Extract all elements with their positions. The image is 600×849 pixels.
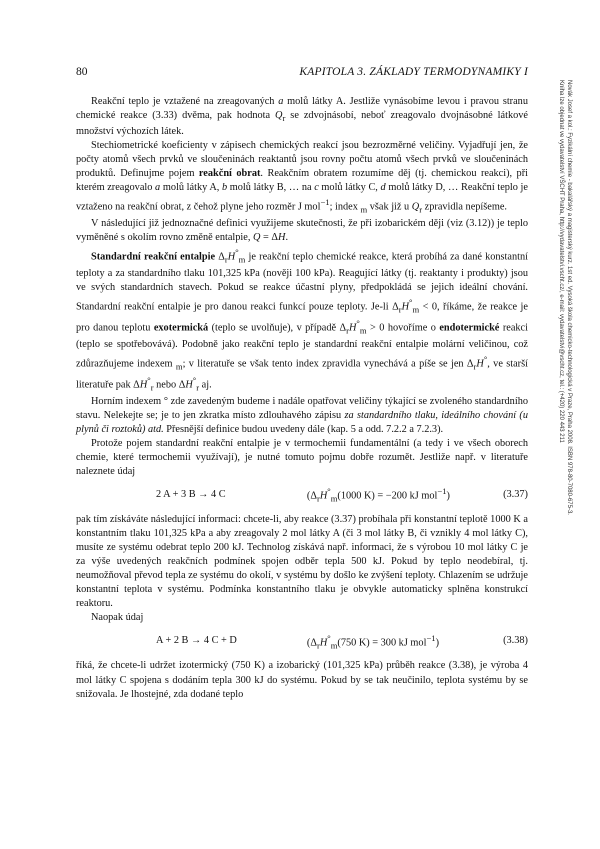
term-reaction-turnover: reakční obrat bbox=[198, 168, 261, 180]
term-endothermic: endotermické bbox=[439, 322, 500, 334]
side-citation-line1: Novák Josef a kol.: Fyzikální chemie - bakalářský a magisterský kurz. 1st ed. Vysoká škola chemicko-technologická v Praze, Praha 2008. ISBN 978-80-7080-675-3. bbox=[566, 80, 572, 515]
side-citation bbox=[551, 80, 573, 680]
equation-enthalpy: ($\Delta_rH^\circ_m(1000$ K) = −200 kJ mol$^{-1}$) bbox=[306, 486, 450, 504]
page-header bbox=[76, 66, 528, 80]
term-exothermic: exotermická bbox=[153, 322, 209, 334]
side-citation-line2: Kniha lze objednat ve vydavatelství VŠCHT Praha, http://vydavatelstvi.vscht.cz/, e-mail: vydavatelstvi@vscht.cz, tel.: (+420) 220 443 211 bbox=[557, 80, 564, 443]
paragraph-endothermic-example: říká, že chcete-li udržet izotermický (750 K) a izobarický (101,325 kPa) průběh reakce (3.38), je výroba 4 mol látky C spojena s dodáním tepla 300 kJ do systému. Pokud by se tak neučinilo, teplota systému by se snižovala. Je lhostejné, zda dodané teplo bbox=[76, 660, 528, 700]
term-standard-reaction-enthalpy: Standardní reakční entalpie bbox=[91, 251, 216, 263]
equation-3-37 bbox=[76, 488, 528, 502]
page-number: 80 bbox=[76, 66, 88, 78]
paragraph-fundamental: Protože pojem standardní reakční entalpie je v termochemii fundamentální (a tedy i ve všech oborech chemie, které termochemii využívají), je nutné tomuto pojmu dobře rozumět. Jestliže např. v literatuře naleznete údaj bbox=[76, 437, 528, 477]
paragraph-conversely: Naopak údaj bbox=[91, 612, 144, 624]
equation-3-38 bbox=[76, 632, 528, 651]
paragraph-standard-state: Horním indexem ° zde zavedeným budeme i nadále opatřovat veličiny týkající se zvoleného standardního stavu. Nelekejte se; je to jen zkratka místo zdlouhavého zápisu za standardního tlaku, ideálního chování (u plynů či roztoků) atd. Přesnější definice budou uvedeny dále (kap. 5 a odd. 7.2.2 a 7.2.3). bbox=[76, 395, 528, 435]
equation-number: (3.38) bbox=[503, 635, 528, 647]
paragraph-stoichiometry: Stechiometrické koeficienty v zápisech chemických reakcí jsou bezrozměrné veličiny. Vyjadřují jen, že počty atomů všech prvků ve sloučeninách reaktantů jsou rovny počtu atomů všech prvků ve sloučeninách produktů. Definujme pojem reakční obrat. Reakčním obratem rozumíme děj (tj. chemickou reakci), při kterém zreagovalo a molů látky A, b molů látky B, … na c molů látky C, d molů látky D, … Reakční teplo je vztaženo na reakční obrat, z čehož plyne jeho rozměr J mol$^{-1}$; index $_m$ však již u $Q_r$ zpravidla nepíšeme. bbox=[76, 140, 528, 215]
paragraph-standard-enthalpy: Standardní reakční entalpie $\Delta_rH^\circ_m$ je reakční teplo chemické reakce, která probíhá za dané konstantní teploty a za standardního tlaku 101,325 kPa (nověji 100 kPa). Reagující látky (tj. reaktanty i produkty) jsou ve svých standardních stavech. Pokud se reakce účastní plyny, předpokládá se jejich ideální chování. Standardní reakční entalpie je pro danou reakci funkcí pouze teploty. Je-li $\Delta_rH^\circ_m < 0$, říkáme, že reakce je pro danou teplotu exotermická (teplo se uvolňuje), v případě $\Delta_rH^\circ_m > 0$ hovoříme o endotermické reakci (teplo se spotřebovává). Podobně jako reakční teplo je standardní reakční entalpie molární veličinou, což zdůrazňujeme indexem $_m$; v literatuře se však tento index zpravidla vynechává a píše se jen $\Delta_rH^\circ$, ve starší literatuře pak $\Delta H^\circ_r$ nebo $\Delta H^\circ_r$ aj. bbox=[76, 246, 529, 393]
paragraph-reaction-heat: Reakční teplo je vztažené na zreagovaných a molů látky A. Jestliže vynásobíme levou i pravou stranu chemické reakce (3.33) dvěma, pak hodnota $Q_r$ se zdvojnásobí, neboť zreagovalo dvojnásobné látkové množství výchozích látek. bbox=[76, 96, 528, 138]
paragraph-isobaric: V následující již jednoznačné definici využijeme skutečnosti, že při izobarickém ději (viz (3.12)) je teplo vyměněné s okolím rovno změně entalpie, Q = ΔH. bbox=[76, 217, 528, 243]
page-body bbox=[76, 95, 528, 702]
equation-formula: 2 A + 3 B → 4 C bbox=[156, 488, 226, 500]
equation-number: (3.37) bbox=[503, 488, 528, 500]
chapter-title: KAPITOLA 3. ZÁKLADY TERMODYNAMIKY I bbox=[299, 66, 528, 78]
equation-formula: A + 2 B → 4 C + D bbox=[156, 635, 237, 647]
paragraph-interpretation: pak tím získáváte následující informaci: chcete-li, aby reakce (3.37) probíhala při konstantní teplotě 1000 K a konstantním tlaku 101,325 kPa a aby zreagovaly 2 mol látky A (či 3 mol látky B, či vznikly 4 mol látky C), musíte ze systému odebrat teplo 200 kJ. Technolog získává např. informaci, že s výrobou 10 mol látky C je za výše uvedených reakčních podmínek spojen odběr tepla 500 kJ. Pokud by teplo neodebíral, tj. neumožňoval převod tepla ze systému do okolí, v systému by došlo ke zvýšení teploty. Chlazením se udržuje konstantní teplota v systému. Podmínka konstantního tlaku je obvykle automaticky splněna konstrukcí reaktoru. bbox=[76, 514, 528, 610]
equation-enthalpy: ($\Delta_rH^\circ_m(750$ K) = 300 kJ mol$^{-1}$) bbox=[306, 632, 440, 651]
